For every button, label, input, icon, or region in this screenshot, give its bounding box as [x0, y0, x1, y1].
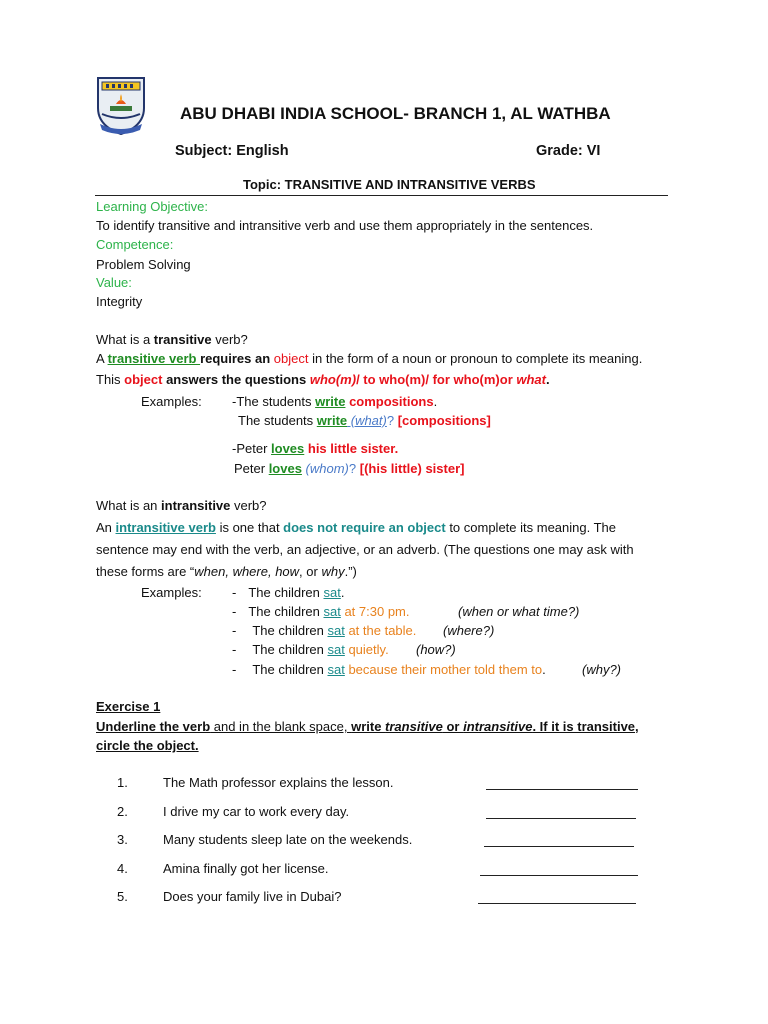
topic-prefix: Topic:	[243, 177, 282, 192]
exercise-instruction-line1: Underline the verb and in the blank space, write transitive or intransitive. If it is transitive,	[96, 719, 639, 734]
transitive-example-1: -The students write compositions.	[232, 394, 438, 409]
school-crest-logo	[94, 74, 148, 136]
exercise-item-4-text: Amina finally got her license.	[163, 861, 329, 876]
subject-label: Subject: English	[175, 143, 289, 159]
intransitive-example-5-question: (why?)	[582, 662, 622, 677]
header-divider	[95, 195, 668, 196]
intransitive-example-4-question: (how?)	[416, 642, 456, 657]
transitive-example-3: -Peter loves his little sister.	[232, 441, 399, 456]
intransitive-example-4: - The children sat quietly.	[232, 642, 389, 657]
grade-label: Grade: VI	[536, 143, 601, 159]
exercise-item-3-text: Many students sleep late on the weekends.	[163, 832, 413, 847]
exercise-item-2-text: I drive my car to work every day.	[163, 804, 350, 819]
school-name: ABU DHABI INDIA SCHOOL- BRANCH 1, AL WATHBA	[180, 104, 611, 123]
exercise-item-3-number: 3.	[117, 832, 128, 847]
exercise-item-5-answer-blank[interactable]	[478, 903, 636, 904]
value-text: Integrity	[96, 294, 143, 309]
value-label: Value:	[96, 275, 132, 290]
intransitive-question: What is an intransitive verb?	[96, 498, 267, 513]
intransitive-definition-line1: An intransitive verb is one that does not require an object to complete its meaning. The	[96, 520, 616, 535]
transitive-question: What is a transitive verb?	[96, 332, 248, 347]
exercise-item-2-number: 2.	[117, 804, 128, 819]
learning-objective-text: To identify transitive and intransitive verb and use them appropriately in the sentences.	[96, 218, 594, 233]
transitive-example-2: The students write (what)? [compositions]	[238, 413, 491, 428]
intransitive-example-3-question: (where?)	[443, 623, 495, 638]
exercise-item-5-number: 5.	[117, 889, 128, 904]
transitive-example-4: Peter loves (whom)? [(his little) sister]	[234, 461, 465, 476]
intransitive-example-2: - The children sat at 7:30 pm.	[232, 604, 410, 619]
exercise-instruction-line2: circle the object.	[96, 738, 199, 753]
competence-label: Competence:	[96, 237, 174, 252]
intransitive-example-5: - The children sat because their mother told them to.	[232, 662, 546, 677]
exercise-item-2-answer-blank[interactable]	[486, 818, 636, 819]
exercise-item-4-answer-blank[interactable]	[480, 875, 638, 876]
intransitive-example-1: - The children sat.	[232, 585, 345, 600]
exercise-item-4-number: 4.	[117, 861, 128, 876]
learning-objective-label: Learning Objective:	[96, 199, 209, 214]
exercise-item-1-text: The Math professor explains the lesson.	[163, 775, 394, 790]
exercise-item-3-answer-blank[interactable]	[484, 846, 634, 847]
topic-line	[243, 177, 536, 192]
transitive-definition-line1: A transitive verb requires an object in the form of a noun or pronoun to complete its meaning.	[96, 351, 643, 366]
exercise-item-1-number: 1.	[117, 775, 128, 790]
intransitive-example-2-question: (when or what time?)	[458, 604, 580, 619]
topic-title: TRANSITIVE AND INTRANSITIVE VERBS	[284, 177, 536, 192]
intransitive-definition-line3: these forms are “when, where, how, or why.”)	[96, 564, 357, 579]
exercise-title: Exercise 1	[96, 699, 161, 714]
intransitive-example-3: - The children sat at the table.	[232, 623, 417, 638]
transitive-definition-line2: This object answers the questions who(m)/ to who(m)/ for who(m)or what.	[96, 372, 550, 387]
exercise-item-5-text: Does your family live in Dubai?	[163, 889, 342, 904]
intransitive-definition-line2: sentence may end with the verb, an adjective, or an adverb. (The questions one may ask with	[96, 542, 634, 557]
competence-text: Problem Solving	[96, 257, 191, 272]
intransitive-examples-label: Examples:	[141, 585, 202, 600]
exercise-item-1-answer-blank[interactable]	[486, 789, 638, 790]
transitive-examples-label: Examples:	[141, 394, 202, 409]
